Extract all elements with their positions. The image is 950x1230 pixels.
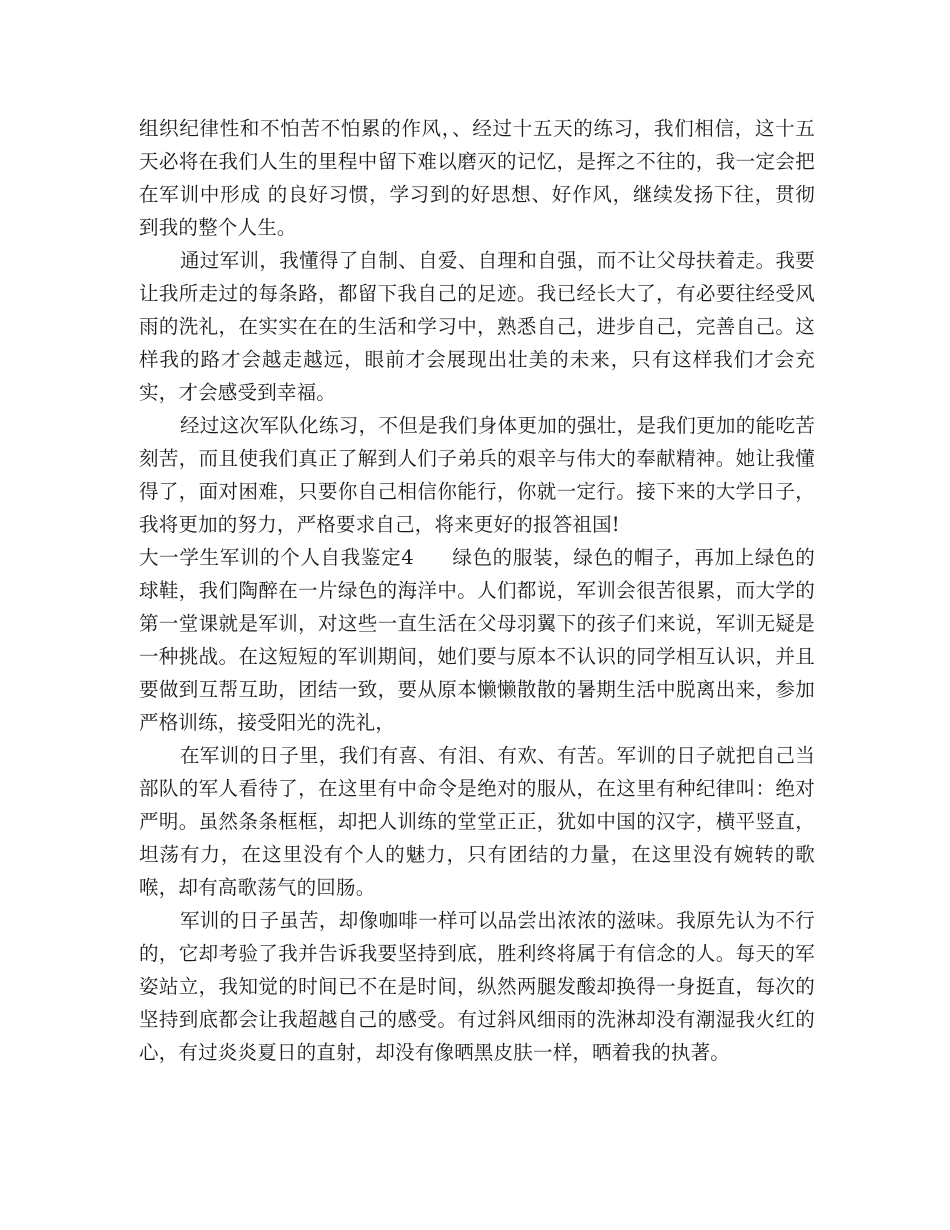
section-title: 大一学生军训的个人自我鉴定4 [139,546,414,569]
document-body [139,112,815,1069]
paragraph-2: 通过军训，我懂得了自制、自爱、自理和自强，而不让父母扶着走。我要让我所走过的每条路，都留下我自己的足迹。我已经长大了，有必要往经受风雨的洗礼，在实实在在的生活和学习中，熟悉自己，进步自己，完善自己。这样我的路才会越走越远，眼前才会展现出壮美的未来，只有这样我们才会充实，才会感受到幸福。 [139,249,815,404]
paragraph-4 [139,541,815,739]
paragraph-4-text: 绿色的服装，绿色的帽子，再加上绿色的球鞋，我们陶醉在一片绿色的海洋中。人们都说，军训会很苦很累，而大学的第一堂课就是军训，对这些一直生活在父母羽翼下的孩子们来说，军训无疑是一种挑战。在这短短的军训期间，她们要与原本不认识的同学相互认识，并且要做到互帮互助，团结一致，要从原本懒懒散散的暑期生活中脱离出来，参加严格训练，接受阳光的洗礼， [139,546,815,734]
paragraph-5: 在军训的日子里，我们有喜、有泪、有欢、有苦。军训的日子就把自己当部队的军人看待了，在这里有中命令是绝对的服从，在这里有种纪律叫：绝对严明。虽然条条框框，却把人训练的堂堂正正，犹如中国的汉字，横平竖直，坦荡有力，在这里没有个人的魅力，只有团结的力量，在这里没有婉转的歌喉，却有高歌荡气的回肠。 [139,744,815,899]
paragraph-6: 军训的日子虽苦，却像咖啡一样可以品尝出浓浓的滋味。我原先认为不行的，它却考验了我并告诉我要坚持到底，胜利终将属于有信念的人。每天的军姿站立，我知觉的时间已不在是时间，纵然两腿发酸却换得一身挺直，每次的坚持到底都会让我超越自己的感受。有过斜风细雨的洗淋却没有潮湿我火红的心，有过炎炎夏日的直射，却没有像晒黑皮肤一样，晒着我的执著。 [139,909,815,1064]
paragraph-1: 组织纪律性和不怕苦不怕累的作风，、经过十五天的练习，我们相信，这十五天必将在我们人生的里程中留下难以磨灭的记忆，是挥之不往的，我一定会把在军训中形成 的良好习惯，学习到的好思想、好作风，继续发扬下往，贯彻到我的整个人生。 [139,117,815,239]
paragraph-3: 经过这次军队化练习，不但是我们身体更加的强壮，是我们更加的能吃苦刻苦，而且使我们真正了解到人们子弟兵的艰辛与伟大的奉献精神。她让我懂得了，面对困难，只要你自己相信你能行，你就一定行。接下来的大学日子，我将更加的努力，严格要求自己，将来更好的报答祖国! [139,414,815,536]
